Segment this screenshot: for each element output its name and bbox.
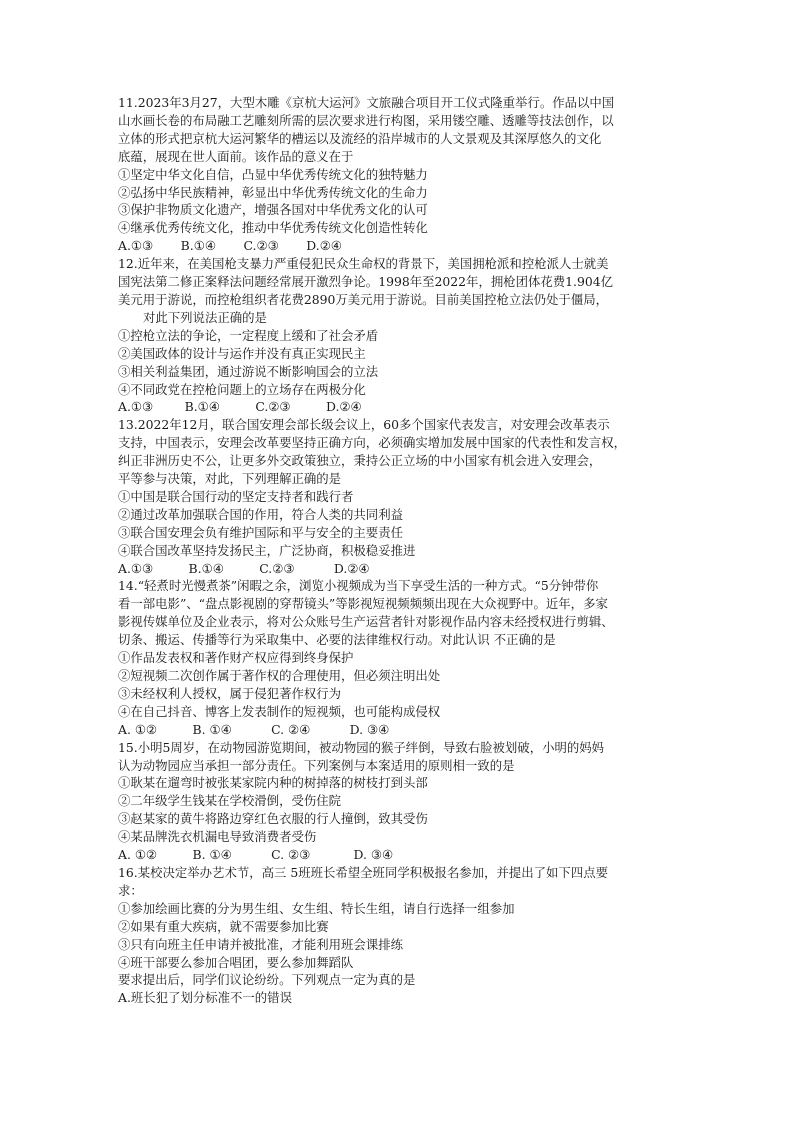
question-stem-line: 对此下列说法正确的是	[143, 309, 267, 325]
question-stem-line: 15.小明5周岁，在动物园游览期间，被动物园的猴子绊倒，导致右脸被划破，小明的妈妈	[118, 739, 605, 755]
question-stem-line: 底蕴，展现在世人面前。该作品的意义在于	[118, 148, 354, 164]
question-15	[118, 739, 684, 864]
statement-option: ②如果有重大疾病，就不需要参加比赛	[118, 918, 329, 934]
answer-choice-a: A.班长犯了划分标准不一的错误	[118, 990, 292, 1006]
question-12	[118, 255, 684, 416]
exam-page	[118, 94, 684, 1007]
question-prompt: 要求提出后，同学们议论纷纷。下列观点一定为真的是	[118, 972, 416, 988]
statement-option: ③保护非物质文化遗产，增强各国对中华优秀文化的认可	[118, 202, 428, 218]
question-stem-line: 11.2023年3月27，大型木雕《京杭大运河》文旅融合项目开工仪式隆重举行。作品以中国	[118, 95, 615, 110]
statement-option: ①耿某在遛弯时被张某家院内种的树掉落的树枝打到头部	[118, 775, 428, 791]
answer-choices: A. ①② B. ①④ C. ②④ D. ③④	[118, 721, 390, 737]
question-11	[118, 94, 684, 255]
answer-choices: A.①③ B.①④ C.②③ D.②④	[118, 238, 342, 254]
question-stem-line: 纠正非洲历史不公，让更多外交政策独立，秉持公正立场的中小国家有机会进入安理会，	[118, 453, 602, 469]
question-stem-line: 美元用于游说，而控枪组织者花费2890万美元用于游说。目前美国控枪立法仍处于僵局，	[118, 291, 608, 307]
statement-option: ④在自己抖音、博客上发表制作的短视频，也可能构成侵权	[118, 703, 441, 719]
answer-choices: A.①③ B.①④ C.②③ D.②④	[118, 399, 362, 415]
statement-option: ②二年级学生钱某在学校滑倒，受伤住院	[118, 793, 342, 809]
statement-option: ③相关利益集团，通过游说不断影响国会的立法	[118, 363, 379, 379]
question-13	[118, 416, 684, 577]
question-stem-line: 切条、搬运、传播等行为采取集中、必要的法律维权行动。对此认识 不正确的是	[118, 632, 556, 648]
statement-option: ④班干部要么参加合唱团，要么参加舞蹈队	[118, 954, 354, 970]
statement-option: ②短视频二次创作属于著作权的合理使用，但必须注明出处	[118, 668, 441, 683]
question-stem-line: 14.“轻煮时光慢煮茶”闲暇之余，浏览小视频成为当下享受生活的一种方式。“5分钟带你	[118, 578, 599, 594]
question-stem-line: 认为动物园应当承担一部分责任。下列案例与本案适用的原则相一致的是	[118, 757, 515, 773]
statement-option: ①参加绘画比赛的分为男生组、女生组、特长生组，请自行选择一组参加	[118, 900, 515, 916]
statement-option: ④联合国改革坚持发扬民主，广泛协商，积极稳妥推进	[118, 542, 416, 558]
question-stem-line: 13.2022年12月，联合国安理会部长级会议上，60多个国家代表发言，对安理会改革表示	[118, 417, 610, 433]
statement-option: ②弘扬中华民族精神，彰显出中华优秀传统文化的生命力	[118, 184, 428, 200]
answer-choices: A.①③ B.①④ C.②③ D.②④	[118, 560, 370, 576]
question-stem-line: 影视传媒单位及企业表示，将对公众账号生产运营者针对影视作品内容未经授权进行剪辑、	[118, 614, 614, 630]
question-16	[118, 864, 684, 1007]
question-stem-line: 山水画长卷的布局融工艺雕刻所需的层次要求进行构图，采用镂空雕、透雕等技法创作，以	[118, 112, 614, 128]
question-stem-line: 支持，中国表示，安理会改革要坚持正确方向，必须确实增加发展中国家的代表性和发言权，	[118, 435, 627, 451]
question-stem-line: 平等参与决策，对此，下列理解正确的是	[118, 471, 342, 487]
question-stem-line: 求：	[118, 882, 143, 898]
statement-option: ①坚定中华文化自信，凸显中华优秀传统文化的独特魅力	[118, 166, 428, 182]
question-14	[118, 577, 684, 738]
statement-option: ③只有向班主任申请并被批准，才能利用班会课排练	[118, 936, 403, 952]
statement-option: ①作品发表权和著作财产权应得到终身保护	[118, 650, 354, 666]
statement-option: ②美国政体的设计与运作并没有真正实现民主	[118, 345, 366, 361]
statement-option: ④某品牌洗衣机漏电导致消费者受伤	[118, 829, 317, 845]
statement-option: ②通过改革加强联合国的作用，符合人类的共同利益	[118, 506, 403, 522]
answer-choices: A. ①② B. ①④ C. ②③ D. ③④	[118, 847, 394, 863]
question-stem-line: 12.近年来，在美国枪支暴力严重侵犯民众生命权的背景下，美国拥枪派和控枪派人士就美	[118, 256, 609, 272]
statement-option: ③未经权利人授权，属于侵犯著作权行为	[118, 685, 342, 701]
question-stem-line: 国宪法第二修正案释法问题经常展开激烈争论。1998年至2022年，拥枪团体花费1.904亿	[118, 274, 614, 290]
question-stem-line: 16.某校决定举办艺术节，高三 5班班长希望全班同学积极报名参加，并提出了如下四点要	[118, 864, 608, 880]
statement-option: ④继承优秀传统文化，推动中华优秀传统文化创造性转化	[118, 220, 428, 236]
question-stem-line: 看一部电影”、“盘点影视剧的穿帮镜头”等影视短视频频频出现在大众视野中。近年，多家	[118, 596, 608, 612]
statement-option: ③联合国安理会负有维护国际和平与安全的主要责任	[118, 524, 403, 540]
statement-option: ①控枪立法的争论，一定程度上缓和了社会矛盾	[118, 327, 379, 343]
statement-option: ④不同政党在控枪问题上的立场存在两极分化	[118, 381, 366, 397]
question-stem-line: 立体的形式把京杭大运河繁华的槽运以及流经的沿岸城市的人文景观及其深厚悠久的文化	[118, 130, 602, 146]
statement-option: ①中国是联合国行动的坚定支持者和践行者	[118, 488, 354, 504]
statement-option: ③赵某家的黄牛将路边穿红色衣服的行人撞倒，致其受伤	[118, 811, 428, 827]
